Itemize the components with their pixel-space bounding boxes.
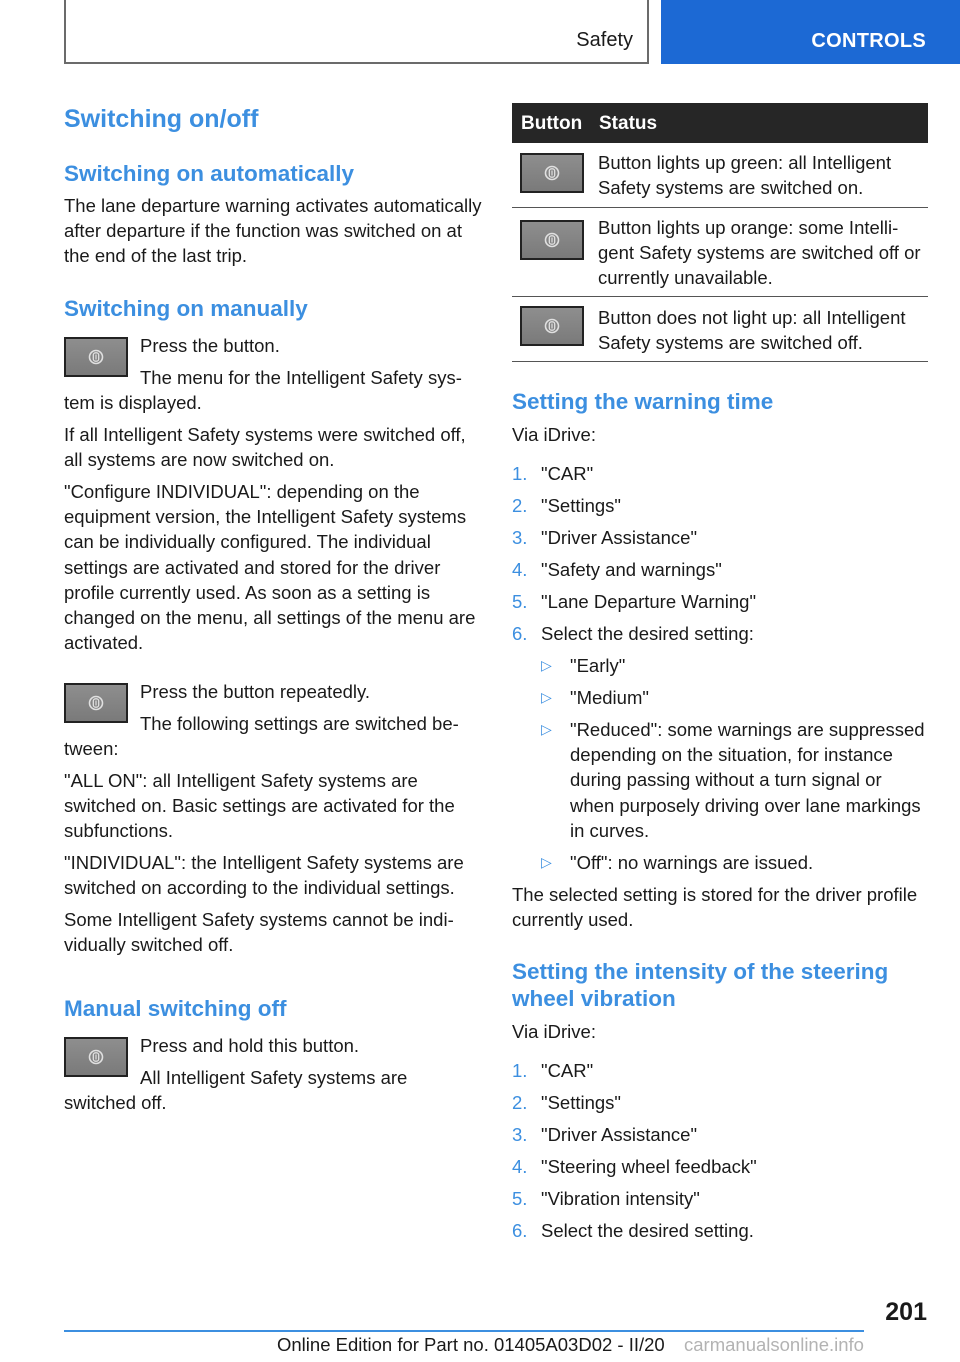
triangle-bullet-icon: ▷ [541,657,552,673]
table-header-status: Status [599,113,658,134]
list-number: 1. [512,463,528,484]
safety-button-icon [543,231,561,249]
option-text: "Medium" [570,687,649,708]
heading-warning-time: Setting the warning time [512,389,774,414]
safety-button-icon [87,1048,105,1066]
list-text: "Driver Assistance" [541,527,698,548]
paragraph-all-on: "ALL ON": all Intelligent Safety systems are switched on. Basic settings are activated for the subfunctions. [64,770,455,842]
safety-button-image [520,220,584,260]
manual-step-menu-a: The menu for the Intelligent Safety sys- [140,367,462,388]
heading-switching-on-off: Switching on/off [64,105,259,133]
table-row [512,208,928,297]
list-text: "CAR" [541,1060,594,1081]
triangle-bullet-icon: ▷ [541,689,552,705]
list-text: Select the desired setting. [541,1220,754,1241]
footer-divider [64,1330,864,1332]
list-number: 5. [512,591,528,612]
via-idrive-label: Via iDrive: [512,424,596,445]
option-text: "Reduced": some warnings are suppressed depending on the situation, for instance during passing without a turn signal or when purposely driving over lane markings in curves. [570,719,925,841]
paragraph-setting-stored: The selected setting is stored for the driver profile currently used. [512,884,918,931]
safety-button-image [64,683,128,723]
paragraph-configure-individual: "Configure INDIVIDUAL": depending on the equipment version, the Intelligent Safety systems can be individually configured. The individual settings are activated and stored for the driver profile currently used. As soon as a setting is changed on the menu, all settings of the menu are activated. [64,481,476,654]
list-number: 3. [512,527,528,548]
heading-switching-on-manually: Switching on manually [64,296,308,321]
manual-step-press: Press the button. [140,335,280,356]
table-cell-status: Button lights up orange: some Intelligent Safety systems are switched off or currently unavailable. [598,217,921,289]
list-number: 6. [512,1220,528,1241]
header-chapter-tab[interactable] [661,0,960,64]
off-step-result-a: All Intelligent Safety systems are [140,1067,408,1088]
list-number: 4. [512,559,528,580]
header-section-title: Safety [576,29,633,51]
button-status-table [512,103,928,362]
list-number: 3. [512,1124,528,1145]
list-text: Select the desired setting: [541,623,754,644]
list-text: "CAR" [541,463,594,484]
table-header-button: Button [521,113,583,134]
list-text: "Lane Departure Warning" [541,591,757,612]
list-text: "Settings" [541,1092,621,1113]
list-number: 4. [512,1156,528,1177]
option-text: "Off": no warnings are issued. [570,852,814,873]
list-number: 1. [512,1060,528,1081]
heading-manual-switching-off: Manual switching off [64,996,287,1021]
table-row [512,297,928,362]
option-text: "Early" [570,655,626,676]
repeat-step-settings-b: tween: [64,738,119,759]
list-number: 5. [512,1188,528,1209]
via-idrive-label: Via iDrive: [512,1021,596,1042]
table-cell-status: Button lights up green: all Intelligent Safety systems are switched on. [598,152,892,199]
safety-button-icon [543,317,561,335]
table-cell-status: Button does not light up: all Intelligent Safety systems are switched off. [598,307,906,354]
safety-button-icon [87,694,105,712]
footer-edition: Online Edition for Part no. 01405A03D02 - II/20 [277,1334,665,1355]
watermark: carmanualsonline.info [684,1334,864,1355]
list-text: "Vibration intensity" [541,1188,700,1209]
repeat-step-press: Press the button repeatedly. [140,681,371,702]
page-number: 201 [885,1298,927,1326]
off-step-press-hold: Press and hold this button. [140,1035,360,1056]
paragraph-auto: The lane departure warning activates automatically after departure if the function was switched on at the end of the last trip. [64,195,482,267]
list-text: "Steering wheel feedback" [541,1156,757,1177]
header-section-box [64,0,649,64]
safety-button-image [520,153,584,193]
header-chapter-label: CONTROLS [811,30,926,52]
paragraph-some-systems: Some Intelligent Safety systems cannot be individually switched off. [64,909,454,956]
heading-switching-on-automatically: Switching on automatically [64,161,355,186]
list-number: 2. [512,495,528,516]
safety-button-image [64,1037,128,1077]
list-number: 2. [512,1092,528,1113]
safety-button-icon [87,348,105,366]
list-text: "Settings" [541,495,621,516]
safety-button-image [520,306,584,346]
off-step-result-b: switched off. [64,1092,167,1113]
triangle-bullet-icon: ▷ [541,854,552,870]
paragraph-all-switched: If all Intelligent Safety systems were switched off, all systems are now switched on. [64,424,466,471]
paragraph-individual: "INDIVIDUAL": the Intelligent Safety systems are switched on according to the individual settings. [64,852,464,899]
list-text: "Driver Assistance" [541,1124,698,1145]
list-text: "Safety and warnings" [541,559,722,580]
manual-step-menu-b: tem is displayed. [64,392,202,413]
triangle-bullet-icon: ▷ [541,721,552,737]
list-number: 6. [512,623,528,644]
repeat-step-settings-a: The following settings are switched be- [140,713,459,734]
heading-steering-vibration: Setting the intensity of the steering wheel vibration [512,959,889,1011]
safety-button-icon [543,164,561,182]
safety-button-image [64,337,128,377]
table-header [512,103,928,143]
table-row [512,143,928,208]
